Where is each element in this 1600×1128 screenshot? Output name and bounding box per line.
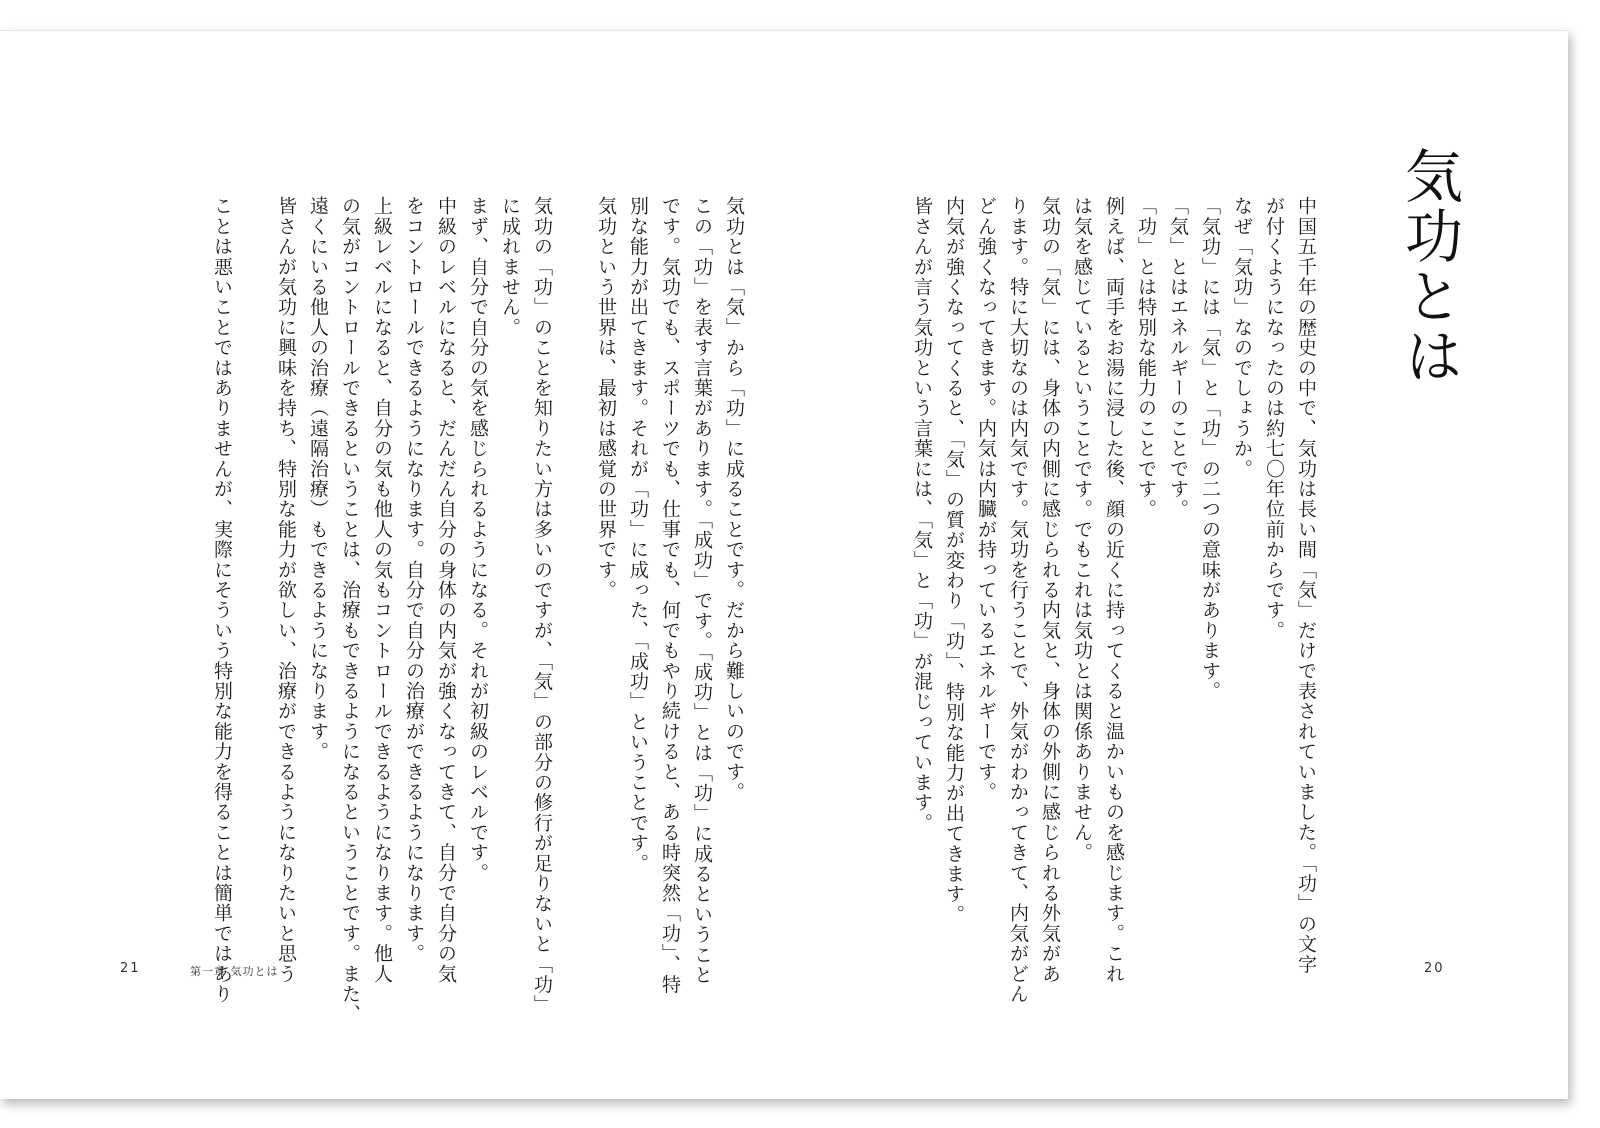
- text-line: 「気」とはエネルギーのことです。: [1167, 196, 1189, 520]
- text-line: 遠くにいる他人の治療（遠隔治療）もできるようになります。: [307, 196, 329, 762]
- right-page: [784, 31, 1568, 1099]
- chapter-title: 気功とは: [1395, 146, 1463, 386]
- text-line: です。気功でも、スポーツでも、仕事でも、何でもやり続けると、ある時突然「功」、特: [659, 196, 681, 995]
- text-line: 気功という世界は、最初は感覚の世界です。: [595, 196, 617, 600]
- text-line: 「気功」には「気」と「功」の二つの意味があります。: [1199, 196, 1221, 701]
- text-line: をコントロールできるようになります。自分で自分の治療ができるようになります。: [403, 196, 425, 964]
- text-line: 上級レベルになると、自分の気も他人の気もコントロールできるようになります。他人: [371, 196, 393, 984]
- text-line: この「功」を表す言葉があります。「成功」です。「成功」とは「功」に成るということ: [691, 196, 713, 985]
- text-line: 中国五千年の歴史の中で、気功は長い間「気」だけで表されていました。「功」の文字: [1295, 196, 1317, 975]
- book-spread: [0, 30, 1568, 1099]
- text-line: は気を感じているということです。でもこれは気功とは関係ありません。: [1071, 196, 1093, 863]
- text-line: 「功」とは特別な能力のことです。: [1135, 196, 1157, 520]
- text-line: どん強くなってきます。内気は内臓が持っているエネルギーです。: [975, 196, 997, 802]
- text-line: 気功の「功」のことを知りたい方は多いのですが、「気」の部分の修行が足りないと「功」: [531, 196, 553, 1015]
- right-page-number: 20: [1424, 961, 1445, 976]
- text-line: 中級のレベルになると、だんだん自分の身体の内気が強くなってきて、自分で自分の気: [435, 196, 457, 984]
- text-line: 皆さんが気功に興味を持ち、特別な能力が欲しい、治療ができるようになりたいと思う: [275, 196, 297, 984]
- text-line: が付くようになったのは約七〇年位前からです。: [1263, 196, 1285, 641]
- right-page-body: [906, 196, 1322, 1004]
- text-line: に成れません。: [499, 196, 521, 338]
- running-head: 第一章 気功とは: [190, 965, 279, 978]
- left-page: [0, 31, 784, 1099]
- text-line: 気功とは「気」から「功」に成ることです。だから難しいのです。: [723, 196, 745, 802]
- text-line: 例えば、両手をお湯に浸した後、顔の近くに持ってくると温かいものを感じます。これ: [1103, 196, 1125, 984]
- text-line: 別な能力が出てきます。それが「功」に成った、「成功」ということです。: [627, 196, 649, 874]
- text-line: 内気が強くなってくると、「気」の質が変わり「功」、特別な能力が出てきます。: [943, 196, 965, 925]
- text-line: ります。特に大切なのは内気です。気功を行うことで、外気がわかってきて、内気がどん: [1007, 196, 1029, 1004]
- text-line: なぜ「気功」なのでしょうか。: [1231, 196, 1253, 479]
- left-page-number: 21: [120, 961, 141, 976]
- text-line: 皆さんが言う気功という言葉には、「気」と「功」が混じっています。: [911, 196, 933, 833]
- text-line: の気がコントロールできるということは、治療もできるようになるということです。また、: [339, 196, 361, 1025]
- text-line: 気功の「気」には、身体の内側に感じられる内気と、身体の外側に感じられる外気があ: [1039, 196, 1061, 984]
- text-line: ことは悪いことではありませんが、実際にそういう特別な能力を得ることは簡単ではあり: [211, 196, 233, 1004]
- text-line: まず、自分で自分の気を感じられるようになる。それが初級のレベルです。: [467, 196, 489, 883]
